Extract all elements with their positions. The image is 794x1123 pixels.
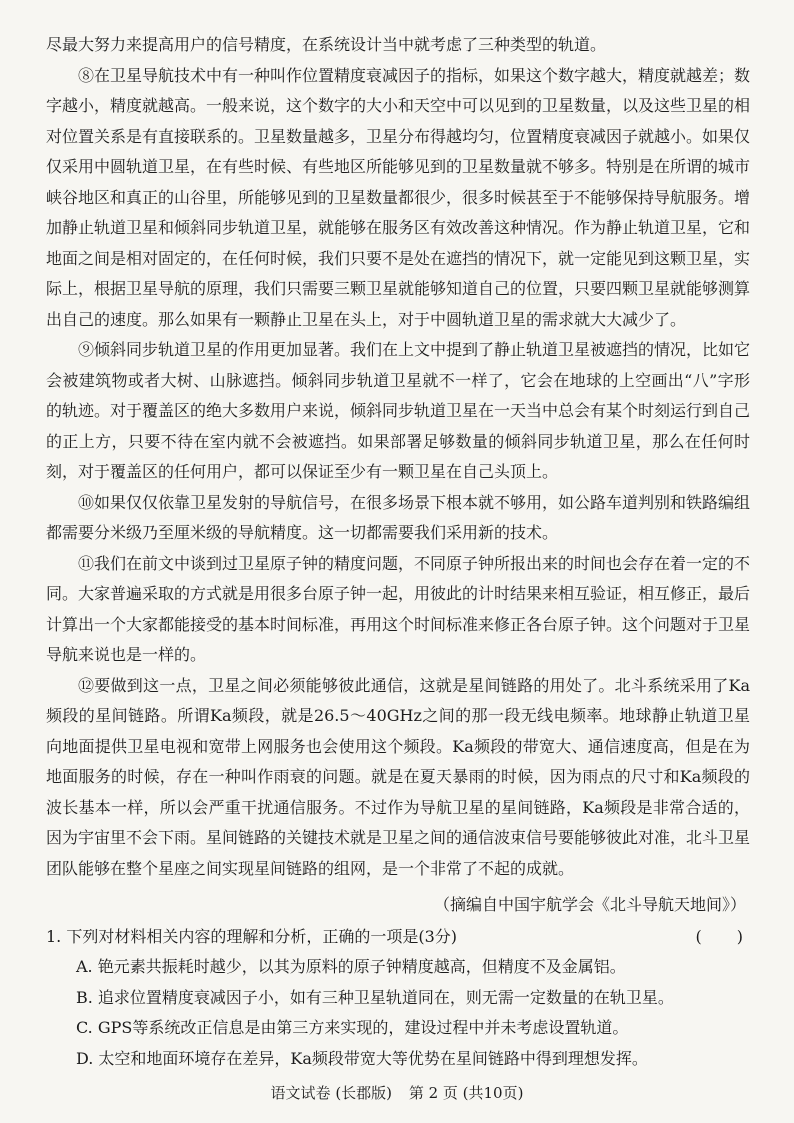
question-1 [46, 922, 750, 1074]
paragraph-continuation: 尽最大努力来提高用户的信号精度，在系统设计当中就考虑了三种类型的轨道。 [46, 35, 607, 54]
option-b: B. 追求位置精度衰减因子小，如有三种卫星轨道同在，则无需一定数量的在轨卫星。 [76, 987, 674, 1007]
page-footer [0, 1082, 794, 1103]
question-stem-row [46, 922, 750, 952]
paragraph-11: ⑪我们在前文中谈到过卫星原子钟的精度问题，不同原子钟所报出来的时间也会存在着一定的不同。大家普遍采取的方式就是用很多台原子钟一起，用彼此的计时结果来相互验证，相互修正，最后计算出一个大家都能接受的基本时间标准，再用这个时间标准来修正各台原子钟。这个问题对于卫星导航来说也是一样的。 [46, 553, 751, 664]
footer-page-number: 第 2 页 (共10页) [408, 1084, 524, 1102]
paragraph-9: ⑨倾斜同步轨道卫星的作用更加显著。我们在上文中提到了静止轨道卫星被遮挡的情况，比如它会被建筑物或者大树、山脉遮挡。倾斜同步轨道卫星就不一样了，它会在地球的上空画出“八”字形的轨迹。对于覆盖区的绝大多数用户来说，倾斜同步轨道卫星在一天当中总会有某个时刻运行到自己的正上方，只要不待在室内就不会被遮挡。如果部署足够数量的倾斜同步轨道卫星，那么在任何时刻，对于覆盖区的任何用户，都可以保证至少有一颗卫星在自己头顶上。 [46, 340, 751, 481]
option-c: C. GPS等系统改正信息是由第三方来实现的，建设过程中并未考虑设置轨道。 [76, 1018, 629, 1037]
footer-paper-title: 语文试卷 (长郡版) [270, 1084, 393, 1102]
answer-blank: ( ) [695, 927, 744, 946]
paragraph-10: ⑩如果仅仅依靠卫星发射的导航信号，在很多场景下根本就不够用，如公路车道判别和铁路编组都需要分米级乃至厘米级的导航精度。这一切都需要我们采用新的技术。 [46, 492, 751, 542]
option-d: D. 太空和地面环境存在差异，Ka频段带宽大等优势在星间链路中得到理想发挥。 [76, 1048, 648, 1068]
option-a: A. 铯元素共振耗时越少，以其为原料的原子钟精度越高，但精度不及金属铝。 [76, 957, 626, 976]
question-stem: 1. 下列对材料相关内容的理解和分析，正确的一项是(3分) [46, 927, 458, 946]
paragraph-12: ⑫要做到这一点，卫星之间必须能够彼此通信，这就是星间链路的用处了。北斗系统采用了Ka频段的星间链路。所谓Ka频段，就是26.5～40GHz之间的那一段无线电频率。地球静止轨道卫星向地面提供卫星电视和宽带上网服务也会使用这个频段。Ka频段的带宽大、通信速度高，但是在为地面服务的时候，存在一种叫作雨衰的问题。就是在夏天暴雨的时候，因为雨点的尺寸和Ka频段的波长基本一样，所以会严重干扰通信服务。不过作为导航卫星的星间链路，Ka频段是非常合适的，因为宇宙里不会下雨。星间链路的关键技术就是卫星之间的通信波束信号要能够彼此对准，北斗卫星团队能够在整个星座之间实现星间链路的组网，是一个非常了不起的成就。 [46, 675, 751, 878]
source-citation: （摘编自中国宇航学会《北斗导航天地间》） [433, 895, 746, 914]
paragraph-8: ⑧在卫星导航技术中有一种叫作位置精度衰减因子的指标，如果这个数字越大，精度就越差；数字越小，精度就越高。一般来说，这个数字的大小和天空中可以见到的卫星数量，以及这些卫星的相对位置关系是有直接联系的。卫星数量越多，卫星分布得越均匀，位置精度衰减因子就越小。如果仅仅采用中圆轨道卫星，在有些时候、有些地区所能够见到的卫星数量就不够多。特别是在所谓的城市峡谷地区和真正的山谷里，所能够见到的卫星数量都很少，很多时候甚至于不能够保持导航服务。增加静止轨道卫星和倾斜同步轨道卫星，就能够在服务区有效改善这种情况。作为静止轨道卫星，它和地面之间是相对固定的，在任何时候，我们只要不是处在遮挡的情况下，就一定能见到这颗卫星，实际上，根据卫星导航的原理，我们只需要三颗卫星就能够知道自己的位置，只要四颗卫星就能够测算出自己的速度。那么如果有一颗静止卫星在头上，对于中圆轨道卫星的需求就大大减少了。 [46, 65, 751, 329]
